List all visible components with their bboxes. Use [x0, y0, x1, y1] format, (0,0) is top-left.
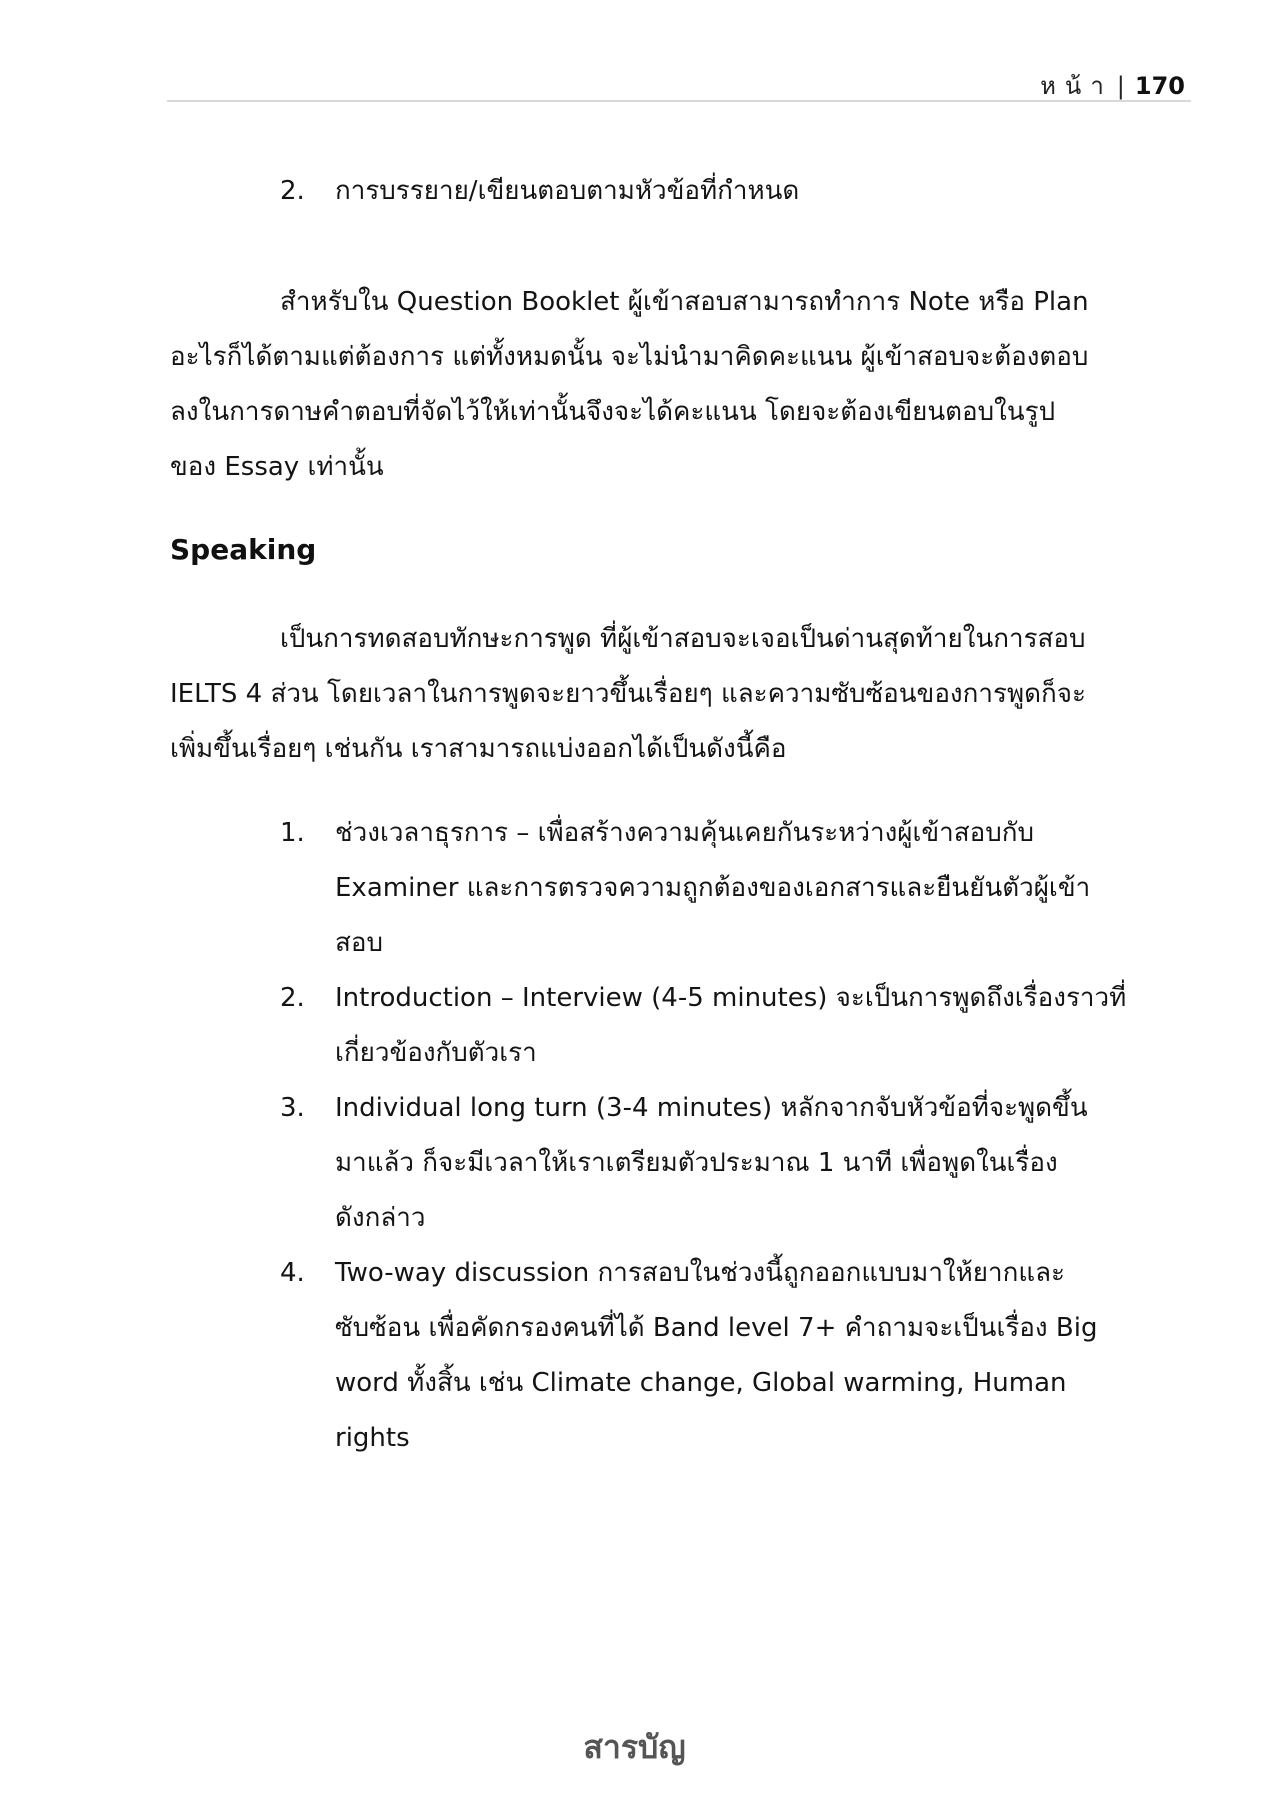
speaking-intro-line-2: IELTS 4 ส่วน โดยเวลาในการพูดจะยาวขึ้นเรื่อยๆ และความซับซ้อนของการพูดก็จะ — [170, 679, 1086, 709]
list-item-line: มาแล้ว ก็จะมีเวลาให้เราเตรียมตัวประมาณ 1 นาที เพื่อพูดในเรื่อง — [335, 1148, 1058, 1178]
list-item-line: Individual long turn (3-4 minutes) หลักจากจับหัวข้อที่จะพูดขึ้น — [335, 1093, 1088, 1123]
list-number: 2. — [280, 983, 305, 1013]
list-number: 4. — [280, 1258, 305, 1288]
table-of-contents-link[interactable]: สารบัญ — [583, 1728, 686, 1766]
list-item-text — [335, 1081, 1180, 1246]
speaking-part-4 — [280, 1246, 1180, 1466]
booklet-line-3: ลงในการดาษคำตอบที่จัดไว้ให้เท่านั้นจึงจะได้คะแนน โดยจะต้องเขียนตอบในรูป — [170, 397, 1056, 427]
header-separator: | — [1116, 71, 1125, 100]
page-word: หน้า — [1040, 72, 1113, 100]
speaking-intro-line-1: เป็นการทดสอบทักษะการพูด ที่ผู้เข้าสอบจะเจอเป็นด่านสุดท้ายในการสอบ — [280, 624, 1086, 654]
list-item-line: ซับซ้อน เพื่อคัดกรองคนที่ได้ Band level 7+ คำถามจะเป็นเรื่อง Big — [335, 1313, 1098, 1343]
speaking-part-2 — [280, 971, 1180, 1081]
booklet-line-2: อะไรก็ได้ตามแต่ต้องการ แต่ทั้งหมดนั้น จะไม่นำมาคิดคะแนน ผู้เข้าสอบจะต้องตอบ — [170, 342, 1089, 372]
list-item-line: Introduction – Interview (4-5 minutes) จะเป็นการพูดถึงเรื่องราวที่ — [335, 983, 1127, 1013]
list-item-text: การบรรยาย/เขียนตอบตามหัวข้อที่กำหนด — [335, 176, 800, 206]
list-number: 3. — [280, 1093, 305, 1123]
list-item-line: สอบ — [335, 928, 383, 958]
booklet-line-4: ของ Essay เท่านั้น — [170, 452, 384, 482]
list-item-text — [335, 1246, 1180, 1466]
list-item-line: เกี่ยวข้องกับตัวเรา — [335, 1038, 537, 1068]
speaking-part-3 — [280, 1081, 1180, 1246]
booklet-line-1: สำหรับใน Question Booklet ผู้เข้าสอบสามารถทำการ Note หรือ Plan — [280, 287, 1089, 317]
list-item-line: Examiner และการตรวจความถูกต้องของเอกสารและยืนยันตัวผู้เข้า — [335, 873, 1091, 903]
list-number: 2. — [280, 176, 305, 206]
speaking-parts-list — [280, 806, 1180, 1466]
speaking-part-1 — [280, 806, 1180, 971]
page-header — [167, 60, 1191, 102]
list-item-text — [335, 971, 1180, 1081]
list-item-line: word ทั้งสิ้น เช่น Climate change, Global warming, Human — [335, 1368, 1067, 1398]
speaking-intro-line-3: เพิ่มขึ้นเรื่อยๆ เช่นกัน เราสามารถแบ่งออกได้เป็นดังนี้คือ — [170, 734, 787, 764]
list-item-text — [335, 806, 1180, 971]
list-item-line: Two-way discussion การสอบในช่วงนี้ถูกออกแบบมาให้ยากและ — [335, 1258, 1065, 1288]
writing-task-item — [280, 164, 1180, 219]
list-item-line: ช่วงเวลาธุรการ – เพื่อสร้างความคุ้นเคยกันระหว่างผู้เข้าสอบกับ — [335, 818, 1035, 848]
list-item-line: ดังกล่าว — [335, 1203, 426, 1233]
speaking-heading: Speaking — [170, 533, 317, 566]
writing-task-list — [280, 164, 1180, 219]
page-number: 170 — [1134, 71, 1185, 100]
page-header-label — [1040, 66, 1185, 105]
list-number: 1. — [280, 818, 305, 848]
list-item-line: rights — [335, 1423, 410, 1453]
